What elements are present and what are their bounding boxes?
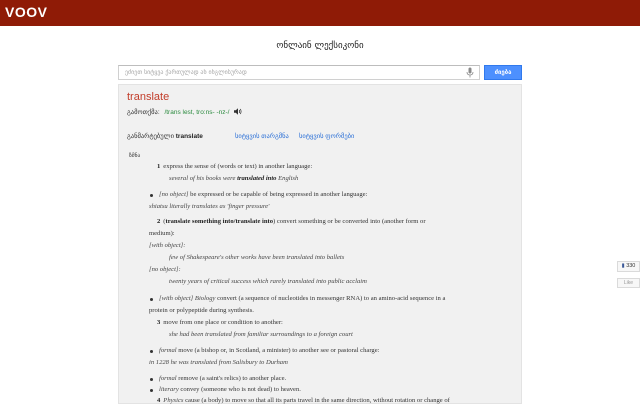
paren-close: )	[273, 218, 276, 225]
synonyms-prefix: განმარტებული	[127, 133, 174, 140]
register-label: formal	[159, 347, 177, 354]
brand-logo[interactable]: VOOV	[5, 4, 48, 20]
domain-label: Biology	[193, 295, 216, 302]
definition-text: convert (a sequence of nucleotides in messenger RNA) to an amino-acid sequence in a	[215, 295, 446, 302]
definition-line	[159, 386, 301, 393]
bullet	[150, 389, 153, 392]
pronunciation-label: გამოთქმა:	[127, 109, 160, 116]
example-text: she had been translated from familiar surroundings to a foreign court	[169, 331, 353, 338]
paren-open: (	[163, 218, 166, 225]
example-text: few of Shakespeare's other works have been translated into ballets	[169, 254, 345, 261]
speaker-icon[interactable]	[234, 108, 242, 115]
definition-line	[159, 295, 445, 302]
top-bar	[0, 0, 640, 26]
bullet	[150, 194, 153, 197]
like-button[interactable]: Like	[617, 278, 640, 288]
share-count[interactable]: ▮ 330	[617, 261, 640, 272]
definition-panel	[118, 84, 522, 404]
example-text: in 1228 he was translated from Salisbury to Durham	[149, 359, 288, 366]
definition-line	[159, 375, 286, 382]
definition-text: be expressed or be capable of being expressed in another language:	[188, 191, 368, 198]
headword: translate	[127, 91, 170, 103]
definition-text: convert something or be converted into (another form or	[275, 218, 426, 225]
sense-number: 4	[157, 397, 161, 404]
grammar-label: [with object]	[159, 295, 194, 302]
example-text: several of his books were	[169, 175, 236, 182]
definition-line	[169, 254, 344, 261]
register-label: literary	[159, 386, 179, 393]
grammar-label: [no object]:	[149, 266, 181, 273]
definition-line	[157, 319, 283, 326]
example-text: shiatsu literally translates as 'finger pressure'	[149, 203, 270, 210]
search-button[interactable]: ძიება	[484, 65, 522, 80]
definition-text: express the sense of (words or text) in another language:	[163, 163, 313, 170]
pronunciation-row	[127, 108, 242, 116]
bullet	[150, 298, 153, 301]
definition-line	[149, 242, 185, 249]
bullet	[150, 378, 153, 381]
definition-line	[169, 175, 298, 182]
definition-line	[159, 347, 379, 354]
microphone-icon[interactable]	[466, 67, 474, 78]
definition-text: convey (someone who is not dead) to heaven.	[178, 386, 301, 393]
definition-line	[157, 163, 312, 170]
definition-text: move from one place or condition to another:	[163, 319, 283, 326]
site-title: ონლაინ ლექსიკონი	[276, 41, 364, 51]
definition-line	[169, 331, 353, 338]
grammar-label: [no object]	[159, 191, 189, 198]
definition-text: move (a bishop or, in Scotland, a minister) to another see or pastoral charge:	[176, 347, 380, 354]
example-text: twenty years of critical success which rarely translated into public acclaim	[169, 278, 367, 285]
example-text-end: English	[278, 175, 299, 182]
sense-number: 1	[157, 163, 161, 170]
search-input[interactable]	[118, 65, 480, 80]
definition-line	[149, 203, 269, 210]
sense-number: 2	[157, 218, 161, 225]
translate-word-link[interactable]: სიტყვის თარგმნა	[235, 133, 289, 140]
definition-line	[149, 230, 175, 237]
definition-text: remove (a saint's relics) to another place.	[176, 375, 287, 382]
share-count-value: 330	[626, 263, 636, 269]
example-highlight: translated into	[237, 175, 277, 182]
definition-line	[157, 397, 450, 404]
definition-line	[149, 359, 288, 366]
definition-line	[149, 307, 254, 314]
synonyms-word: translate	[175, 133, 203, 140]
entry-links-row	[127, 132, 517, 140]
grammar-label: [with object]:	[149, 242, 186, 249]
sense-phrase: translate something into/translate into	[165, 218, 274, 225]
definition-line	[169, 278, 367, 285]
definition-line	[157, 218, 426, 225]
definition-text: medium):	[149, 230, 175, 237]
definition-text: protein or polypeptide during synthesis.	[149, 307, 254, 314]
register-label: formal	[159, 375, 177, 382]
sense-number: 3	[157, 319, 161, 326]
bullet	[150, 350, 153, 353]
definition-line	[149, 266, 181, 273]
definition-line	[159, 191, 367, 198]
part-of-speech: ზმნა	[129, 153, 141, 159]
word-forms-link[interactable]: სიტყვის ფორმები	[299, 133, 355, 140]
definition-text: cause (a body) to move so that all its parts travel in the same direction, without rotation or change of	[183, 397, 450, 404]
register-label: Physics	[163, 397, 184, 404]
pronunciation-value: /trans lest, tro:ns- -nz-/	[164, 109, 230, 116]
